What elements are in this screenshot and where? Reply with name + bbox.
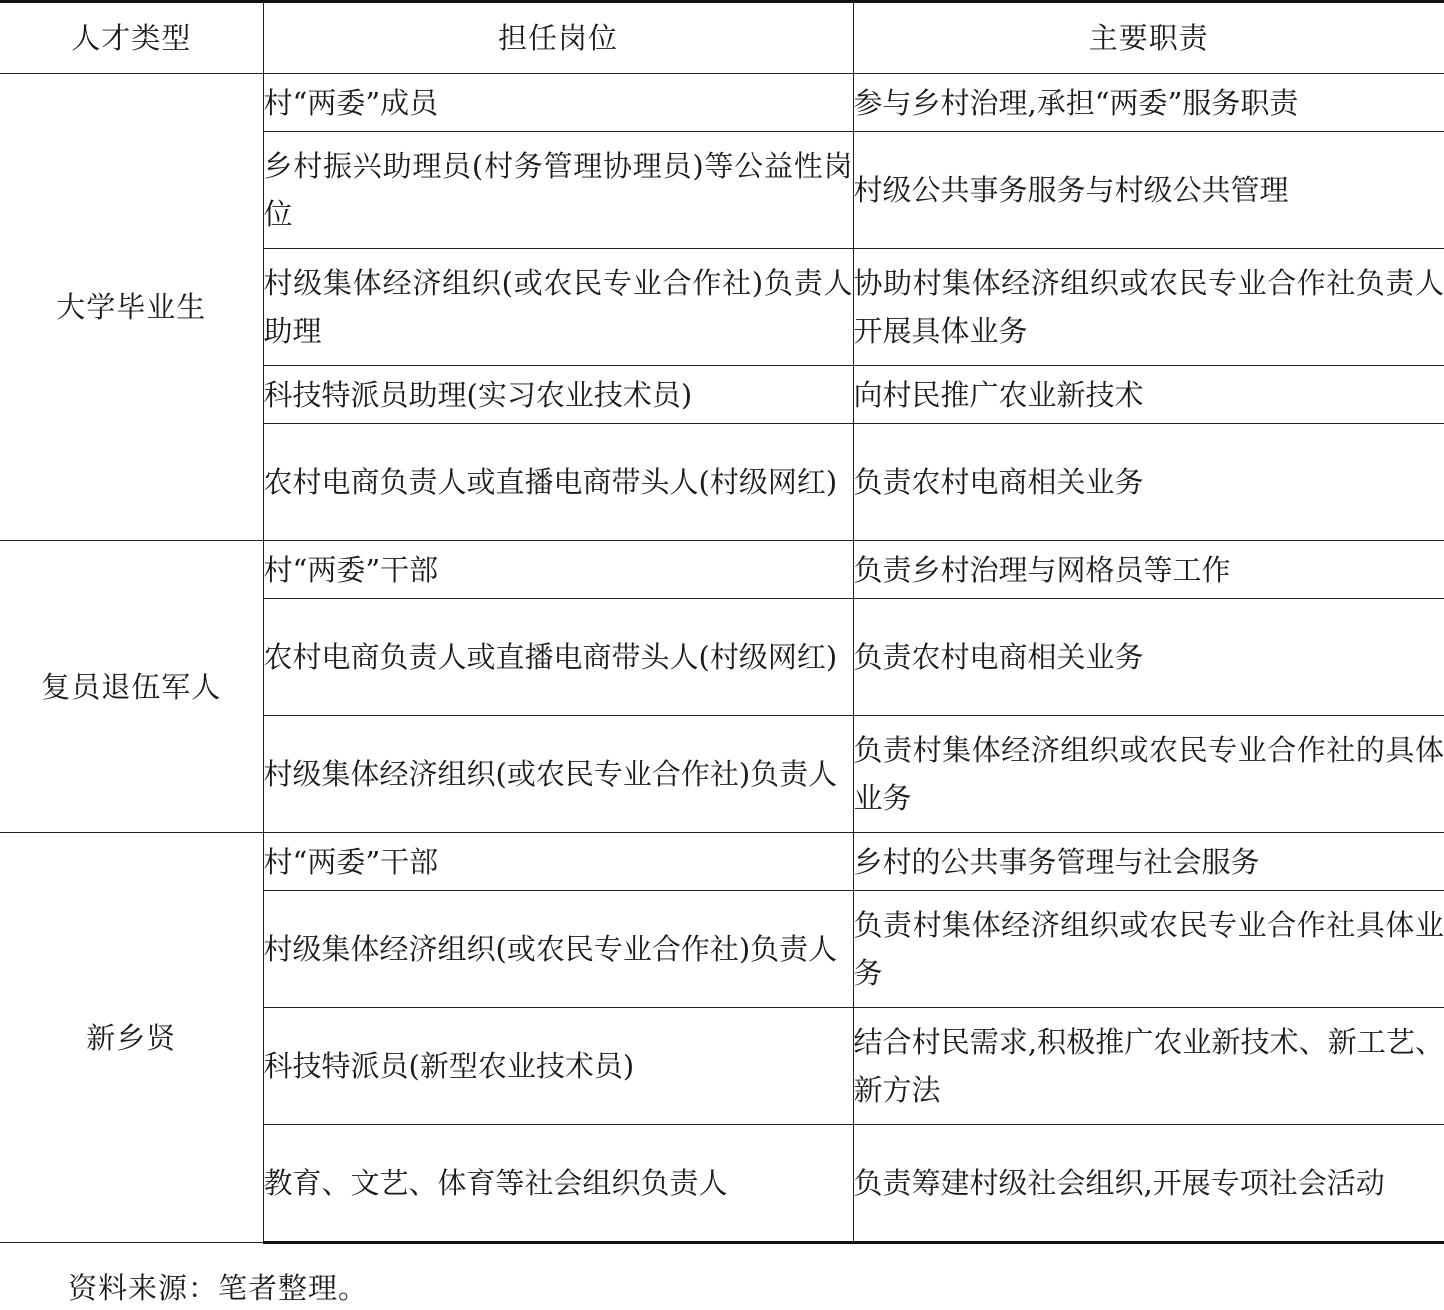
duty-cell: 负责农村电商相关业务 [853,599,1444,716]
header-post: 担任岗位 [263,2,853,74]
duty-cell: 结合村民需求,积极推广农业新技术、新工艺、新方法 [853,1008,1444,1125]
post-cell: 乡村振兴助理员(村务管理协理员)等公益性岗位 [263,132,853,249]
talent-type-cell: 复员退伍军人 [0,541,263,833]
table-header-row [0,2,1444,74]
table-row [0,74,1444,132]
talent-type-cell: 新乡贤 [0,833,263,1243]
header-talent-type: 人才类型 [0,2,263,74]
duty-cell: 负责农村电商相关业务 [853,424,1444,541]
duty-cell: 向村民推广农业新技术 [853,366,1444,424]
table-row [0,833,1444,891]
duty-cell: 村级公共事务服务与村级公共管理 [853,132,1444,249]
duty-cell: 乡村的公共事务管理与社会服务 [853,833,1444,891]
post-cell: 村“两委”干部 [263,541,853,599]
duty-cell: 负责乡村治理与网格员等工作 [853,541,1444,599]
source-note: 资料来源：笔者整理。 [68,1271,369,1305]
header-duty: 主要职责 [853,2,1444,74]
post-cell: 教育、文艺、体育等社会组织负责人 [263,1125,853,1243]
table-row [0,541,1444,599]
post-cell: 村级集体经济组织(或农民专业合作社)负责人 [263,716,853,833]
duty-cell: 参与乡村治理,承担“两委”服务职责 [853,74,1444,132]
post-cell: 农村电商负责人或直播电商带头人(村级网红) [263,599,853,716]
duty-cell: 负责村集体经济组织或农民专业合作社的具体业务 [853,716,1444,833]
post-cell: 村级集体经济组织(或农民专业合作社)负责人助理 [263,249,853,366]
talent-type-cell: 大学毕业生 [0,74,263,541]
post-cell: 科技特派员(新型农业技术员) [263,1008,853,1125]
duty-cell: 负责村集体经济组织或农民专业合作社具体业务 [853,891,1444,1008]
post-cell: 村“两委”成员 [263,74,853,132]
duty-cell: 负责筹建村级社会组织,开展专项社会活动 [853,1125,1444,1243]
post-cell: 村“两委”干部 [263,833,853,891]
post-cell: 村级集体经济组织(或农民专业合作社)负责人 [263,891,853,1008]
post-cell: 农村电商负责人或直播电商带头人(村级网红) [263,424,853,541]
post-cell: 科技特派员助理(实习农业技术员) [263,366,853,424]
duty-cell: 协助村集体经济组织或农民专业合作社负责人开展具体业务 [853,249,1444,366]
